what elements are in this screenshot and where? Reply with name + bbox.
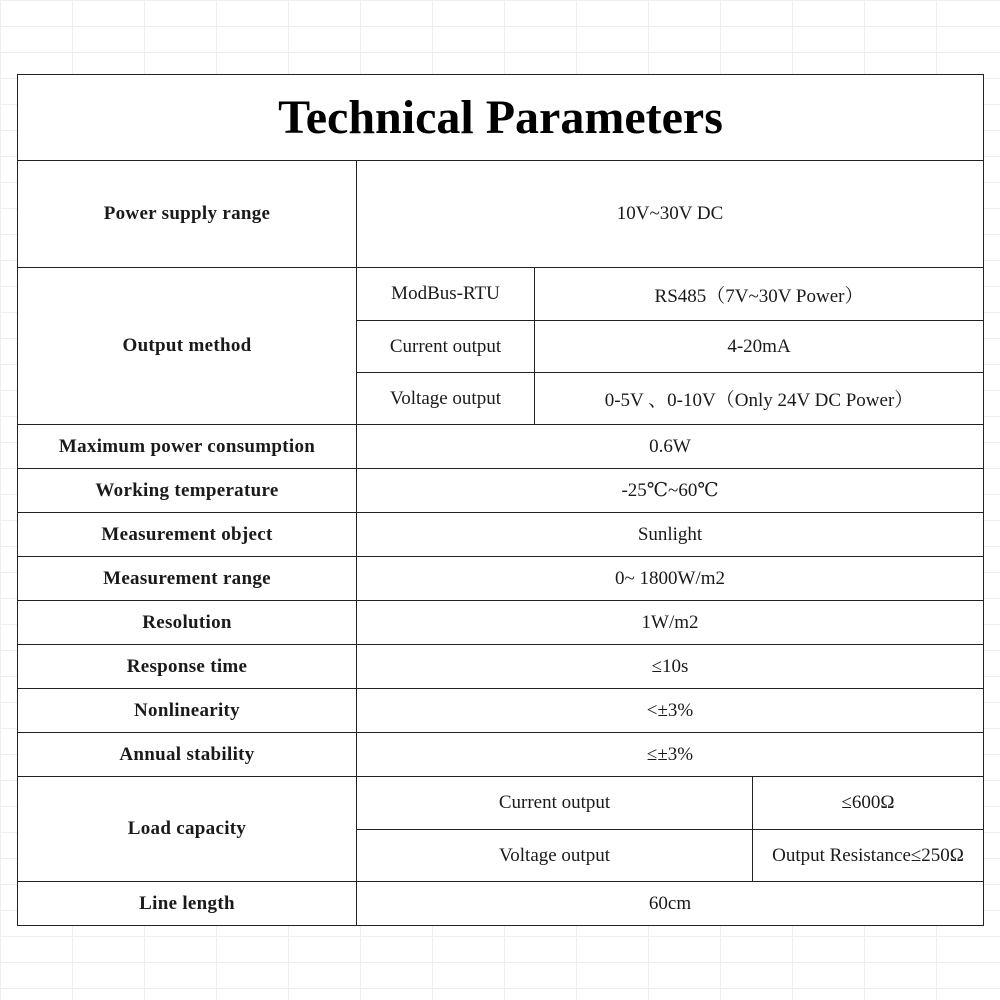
page-title: Technical Parameters bbox=[18, 75, 984, 161]
spec-row-working-temperature bbox=[18, 469, 984, 513]
nonlinearity-value: <±3% bbox=[357, 689, 984, 733]
measurement-object-value: Sunlight bbox=[357, 513, 984, 557]
annual-stability-value: ≤±3% bbox=[357, 733, 984, 777]
working-temperature-label: Working temperature bbox=[18, 469, 357, 513]
spec-row-max-power bbox=[18, 425, 984, 469]
power-supply-value: 10V~30V DC bbox=[357, 161, 984, 268]
line-length-value: 60cm bbox=[357, 882, 984, 926]
spec-row-nonlinearity bbox=[18, 689, 984, 733]
spec-row-resolution bbox=[18, 601, 984, 645]
max-power-label: Maximum power consumption bbox=[18, 425, 357, 469]
annual-stability-label: Annual stability bbox=[18, 733, 357, 777]
output-value-current: 4-20mA bbox=[535, 321, 984, 373]
title-row bbox=[18, 75, 984, 161]
resolution-value: 1W/m2 bbox=[357, 601, 984, 645]
working-temperature-value: -25℃~60℃ bbox=[357, 469, 984, 513]
spec-row-output-modbus bbox=[18, 268, 984, 321]
spec-row-power-supply bbox=[18, 161, 984, 268]
output-value-modbus: RS485（7V~30V Power） bbox=[535, 268, 984, 321]
technical-parameters-table bbox=[17, 74, 984, 926]
load-capacity-label: Load capacity bbox=[18, 777, 357, 882]
response-time-value: ≤10s bbox=[357, 645, 984, 689]
nonlinearity-label: Nonlinearity bbox=[18, 689, 357, 733]
line-length-label: Line length bbox=[18, 882, 357, 926]
measurement-range-value: 0~ 1800W/m2 bbox=[357, 557, 984, 601]
max-power-value: 0.6W bbox=[357, 425, 984, 469]
measurement-object-label: Measurement object bbox=[18, 513, 357, 557]
spec-row-load-current bbox=[18, 777, 984, 830]
output-type-current: Current output bbox=[357, 321, 535, 373]
load-value-voltage: Output Resistance≤250Ω bbox=[753, 830, 984, 882]
load-type-current: Current output bbox=[357, 777, 753, 830]
output-method-label: Output method bbox=[18, 268, 357, 425]
resolution-label: Resolution bbox=[18, 601, 357, 645]
measurement-range-label: Measurement range bbox=[18, 557, 357, 601]
power-supply-label: Power supply range bbox=[18, 161, 357, 268]
spec-row-measurement-object bbox=[18, 513, 984, 557]
spec-row-line-length bbox=[18, 882, 984, 926]
load-type-voltage: Voltage output bbox=[357, 830, 753, 882]
output-type-voltage: Voltage output bbox=[357, 373, 535, 425]
output-type-modbus: ModBus-RTU bbox=[357, 268, 535, 321]
spec-row-response-time bbox=[18, 645, 984, 689]
load-value-current: ≤600Ω bbox=[753, 777, 984, 830]
output-value-voltage: 0-5V 、0-10V（Only 24V DC Power） bbox=[535, 373, 984, 425]
spec-row-annual-stability bbox=[18, 733, 984, 777]
spec-row-measurement-range bbox=[18, 557, 984, 601]
response-time-label: Response time bbox=[18, 645, 357, 689]
